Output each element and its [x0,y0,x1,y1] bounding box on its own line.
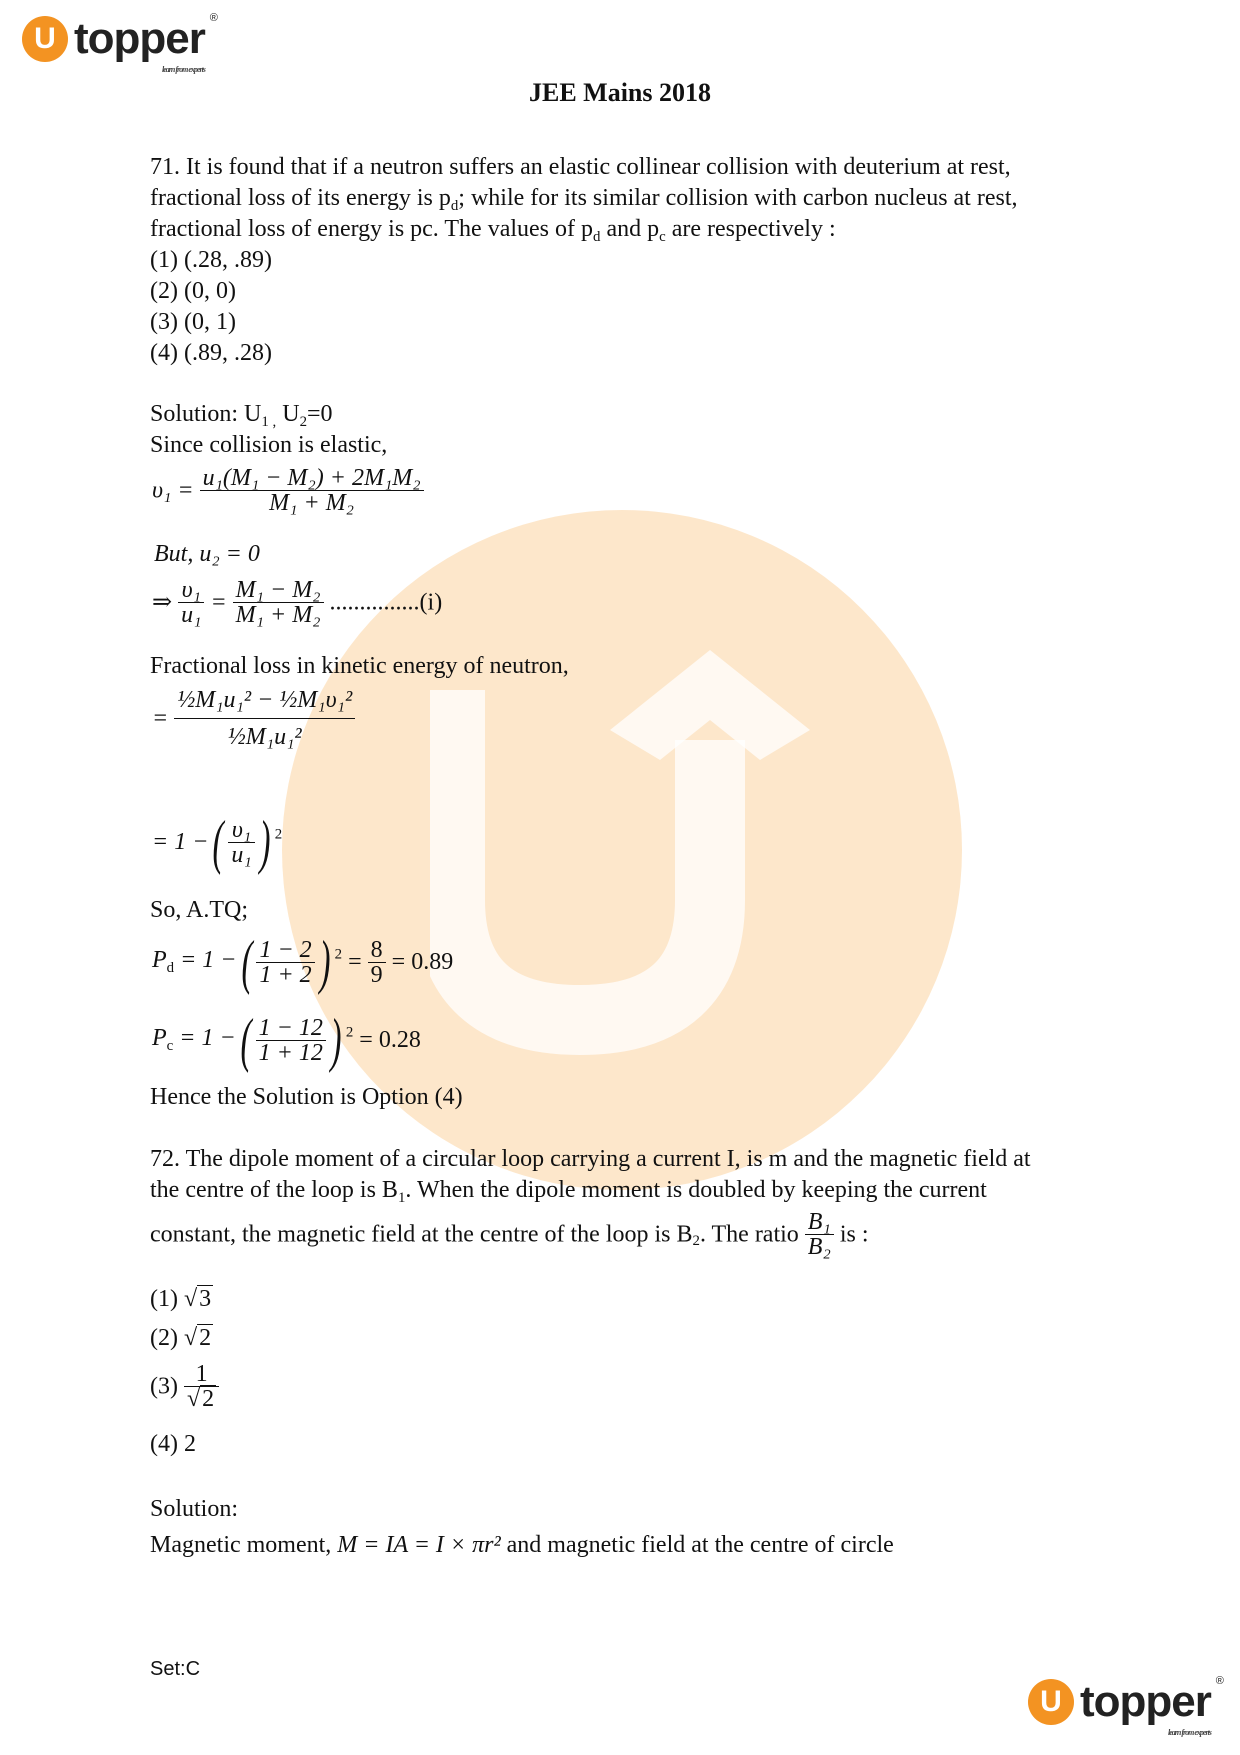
page-title: JEE Mains 2018 [528,78,712,107]
q71-option-4: (4) (.89, .28) [150,340,272,366]
sol72-moment-line: Magnetic moment, M = IA = I × πr² and magnetic field at the centre of circle [150,1532,894,1558]
sol71-elastic: Since collision is elastic, [150,432,388,458]
logo-u-icon: U [1028,1679,1074,1725]
logo-registered-mark: ® [1215,1675,1223,1687]
sqrt-icon: √2 [183,1325,212,1351]
sol71-eq2: ⇒ $\frac{\text{υ₁}}{\text{u₁}}$ = $\frac{\text{M₁ − M₂}}{\text{M₁ + M₂}}$ ...............(i) [152,577,443,628]
sol71-fractional-loss: Fractional loss in kinetic energy of neutron, [150,653,569,679]
sqrt-icon: √2 [186,1386,215,1412]
q71-option-1: (1) (.28, .89) [150,247,272,273]
logo-wordmark: topper [74,14,205,63]
sol71-ratio-expr: = 1 −( $\frac{\text{υ₁}}{\text{u₁}}$ ) $^2$ [152,809,283,875]
q72-option-3: (3) $\frac{1}{√2}$ [150,1362,219,1411]
sqrt-icon: √3 [183,1286,212,1312]
topper-logo-top [22,12,217,74]
q72-line2: the centre of the loop is $B_1$. When the dipole moment is doubled by keeping the current [150,1177,987,1207]
footer-set-label: Set:C [150,1658,201,1680]
q72-line3: constant, the magnetic field at the centre of the loop is $B_2$. The ratio $\frac{\text{B₁}}{\text{B₂}}$ is : [150,1209,869,1260]
topper-logo-bottom [1028,1675,1223,1737]
sol71-atq: So, A.TQ; [150,897,249,923]
sol71-pc-eq: $P_c = 1$ −( $\frac{1 - 12}{1 + 12}$ ) $^2$ = 0.28 [152,1007,421,1073]
q71-option-2: (2) (0, 0) [150,278,236,304]
sol72-label: Solution: [150,1496,239,1522]
sol71-but: But, u₂ = 0 [154,541,260,567]
logo-wordmark: topper [1080,1677,1211,1726]
q71-line2: fractional loss of its energy is $p_d$; while for its similar collision with carbon nucleus at rest, [150,185,1018,215]
q71-option-3: (3) (0, 1) [150,309,236,335]
logo-tagline: learn from experts [162,65,205,74]
watermark-arrow-icon [430,640,810,1060]
sol71-pd-eq: $P_d = 1$ −( $\frac{1 - 2}{1 + 2}$ ) $^2$ = $\frac{8}{9}$ = 0.89 [152,929,454,995]
q71-line3: fractional loss of energy is pc. The values of $p_d$ and $p_c$ are respectively : [150,216,836,246]
logo-registered-mark: ® [209,12,217,24]
sol71-ke-fraction: = $\frac{\text{½M₁u₁² − ½M₁υ₁²}}{\text{½M₁u₁²}}$ [152,688,355,749]
logo-tagline: learn from experts [1168,1728,1211,1737]
q72-line1: 72. The dipole moment of a circular loop carrying a current I, is m and the magnetic field at [150,1146,1031,1172]
q72-option-2: (2) √2 [150,1325,212,1351]
sol71-label: Solution: $U_{1 ,}$ $U_2=0$ [150,401,333,431]
sol71-eq1: υ₁ = $\frac{\text{u₁(M₁ − M₂) + 2M₁M₂}}{\text{M₁ + M₂}}$ [152,466,424,515]
sol71-conclusion: Hence the Solution is Option (4) [150,1084,463,1110]
q71-line1: 71. It is found that if a neutron suffers an elastic collinear collision with deuterium at rest, [150,154,1011,180]
q72-option-1: (1) √3 [150,1286,212,1312]
q72-option-4: (4) 2 [150,1431,196,1457]
logo-u-icon: U [22,16,68,62]
